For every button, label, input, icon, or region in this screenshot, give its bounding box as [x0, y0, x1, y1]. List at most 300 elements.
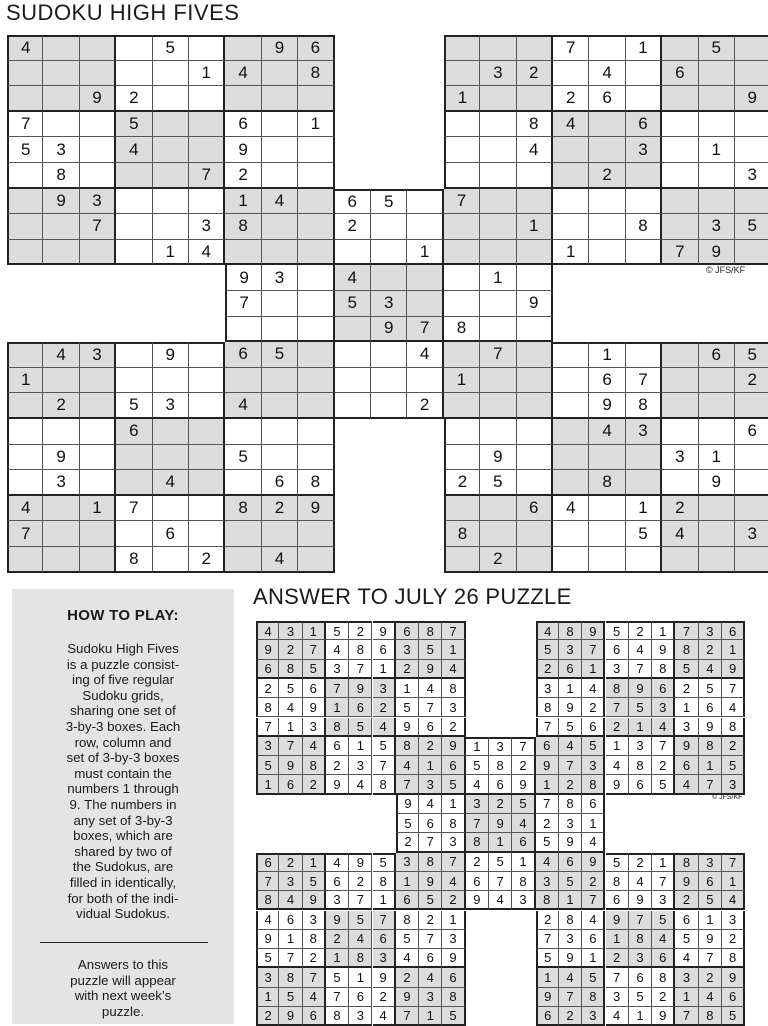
cell: 2 — [559, 775, 582, 794]
cell: 9 — [43, 445, 79, 471]
cell: 7 — [396, 1007, 419, 1026]
cell — [371, 368, 407, 394]
cell: 7 — [407, 317, 443, 343]
cell — [662, 419, 698, 445]
cell: 6 — [442, 756, 465, 775]
cell: 5 — [536, 640, 559, 659]
cell — [480, 86, 516, 112]
cell: 8 — [256, 698, 279, 717]
cell — [444, 496, 480, 522]
cell: 6 — [589, 368, 625, 394]
cell: 8 — [722, 718, 745, 737]
cell — [153, 496, 189, 522]
cell: 3 — [303, 911, 326, 930]
cell — [335, 368, 371, 394]
cell: 7 — [349, 891, 372, 910]
cell: 3 — [699, 853, 722, 872]
cell: 5 — [373, 737, 396, 756]
cell — [189, 521, 225, 547]
cell: 2 — [489, 795, 512, 814]
cell: 4 — [536, 853, 559, 872]
answer-grid — [256, 621, 745, 1026]
cell: 1 — [606, 737, 629, 756]
cell: 2 — [582, 698, 605, 717]
cell — [517, 445, 553, 471]
cell — [480, 521, 516, 547]
cell — [298, 342, 334, 368]
cell — [189, 35, 225, 61]
cell — [7, 86, 43, 112]
cell: 5 — [582, 737, 605, 756]
cell: 3 — [652, 698, 675, 717]
cell: 7 — [373, 911, 396, 930]
cell — [298, 419, 334, 445]
cell: 9 — [652, 1007, 675, 1026]
cell — [735, 240, 768, 266]
cell — [43, 496, 79, 522]
cell: 3 — [189, 214, 225, 240]
cell — [699, 547, 735, 573]
cell — [589, 137, 625, 163]
cell: 1 — [699, 137, 735, 163]
cell — [480, 112, 516, 138]
cell: 7 — [442, 621, 465, 640]
cell — [7, 470, 43, 496]
cell — [43, 547, 79, 573]
cell: 3 — [735, 163, 768, 189]
cell — [116, 445, 152, 471]
cell: 7 — [629, 911, 652, 930]
cell — [699, 496, 735, 522]
cell — [517, 163, 553, 189]
cell: 5 — [419, 640, 442, 659]
cell — [517, 393, 553, 419]
cell: 5 — [326, 621, 349, 640]
cell — [480, 393, 516, 419]
cell — [699, 86, 735, 112]
cell: 6 — [256, 660, 279, 679]
cell: 3 — [349, 756, 372, 775]
cell — [43, 86, 79, 112]
cell — [480, 189, 516, 215]
cell: 7 — [606, 698, 629, 717]
cell: 8 — [442, 814, 465, 833]
cell: 3 — [442, 698, 465, 717]
cell — [335, 317, 371, 343]
cell: 5 — [626, 521, 662, 547]
cell — [189, 470, 225, 496]
cell — [43, 61, 79, 87]
cell: 7 — [582, 640, 605, 659]
cell: 2 — [326, 930, 349, 949]
cell — [589, 496, 625, 522]
cell: 8 — [517, 112, 553, 138]
cell: 7 — [559, 756, 582, 775]
cell — [298, 521, 334, 547]
cell: 7 — [652, 737, 675, 756]
cell: 1 — [626, 496, 662, 522]
cell — [444, 342, 480, 368]
cell — [407, 189, 443, 215]
cell: 6 — [489, 775, 512, 794]
cell — [7, 547, 43, 573]
cell — [444, 61, 480, 87]
cell: 3 — [606, 660, 629, 679]
how-to-play-title: HOW TO PLAY: — [67, 607, 179, 624]
cell: 9 — [675, 737, 698, 756]
cell — [225, 240, 261, 266]
cell — [371, 265, 407, 291]
cell: 3 — [559, 814, 582, 833]
cell: 1 — [480, 265, 516, 291]
cell: 7 — [419, 698, 442, 717]
cell: 2 — [442, 891, 465, 910]
cell: 8 — [589, 470, 625, 496]
cell: 3 — [536, 679, 559, 698]
cell: 5 — [536, 949, 559, 968]
cell: 1 — [407, 240, 443, 266]
cell: 4 — [189, 240, 225, 266]
cell: 4 — [279, 891, 302, 910]
cell: 9 — [466, 891, 489, 910]
cell — [589, 214, 625, 240]
cell: 2 — [629, 853, 652, 872]
cell: 1 — [517, 214, 553, 240]
cell: 1 — [7, 368, 43, 394]
cell: 3 — [419, 988, 442, 1007]
cell: 7 — [116, 496, 152, 522]
cell — [626, 86, 662, 112]
cell: 8 — [349, 949, 372, 968]
cell — [371, 240, 407, 266]
cell: 9 — [559, 949, 582, 968]
cell: 3 — [396, 640, 419, 659]
cell: 4 — [652, 718, 675, 737]
cell — [589, 112, 625, 138]
cell — [553, 368, 589, 394]
cell: 4 — [225, 393, 261, 419]
cell: 5 — [116, 393, 152, 419]
cell: 3 — [662, 445, 698, 471]
cell: 9 — [43, 189, 79, 215]
cell: 4 — [722, 698, 745, 717]
cell: 4 — [582, 679, 605, 698]
cell — [80, 521, 116, 547]
cell: 9 — [699, 718, 722, 737]
cell: 2 — [335, 214, 371, 240]
cell — [444, 547, 480, 573]
cell: 2 — [589, 163, 625, 189]
cell — [80, 112, 116, 138]
cell — [225, 317, 261, 343]
cell: 9 — [442, 737, 465, 756]
cell: 4 — [512, 814, 535, 833]
cell — [553, 214, 589, 240]
cell — [225, 35, 261, 61]
cell: 7 — [629, 660, 652, 679]
cell: 5 — [675, 660, 698, 679]
cell: 2 — [735, 368, 768, 394]
cell — [116, 240, 152, 266]
cell: 5 — [396, 814, 419, 833]
cell: 1 — [256, 775, 279, 794]
cell — [189, 393, 225, 419]
cell — [262, 317, 298, 343]
cell: 3 — [480, 61, 516, 87]
cell: 1 — [489, 833, 512, 852]
cell: 6 — [536, 737, 559, 756]
cell: 3 — [626, 419, 662, 445]
cell: 7 — [419, 930, 442, 949]
cell: 6 — [606, 891, 629, 910]
cell: 7 — [256, 718, 279, 737]
cell: 8 — [675, 640, 698, 659]
cell — [262, 163, 298, 189]
cell — [699, 112, 735, 138]
cell: 1 — [553, 240, 589, 266]
cell: 4 — [629, 872, 652, 891]
cell: 6 — [335, 189, 371, 215]
cell: 1 — [722, 640, 745, 659]
cell: 9 — [419, 660, 442, 679]
cell: 8 — [626, 214, 662, 240]
cell: 1 — [699, 756, 722, 775]
cell: 3 — [80, 342, 116, 368]
cell: 2 — [652, 756, 675, 775]
cell — [7, 240, 43, 266]
cell — [662, 35, 698, 61]
cell: 3 — [256, 737, 279, 756]
cell — [517, 35, 553, 61]
cell: 3 — [675, 718, 698, 737]
cell: 6 — [626, 112, 662, 138]
cell — [517, 265, 553, 291]
cell: 1 — [582, 660, 605, 679]
cell — [189, 445, 225, 471]
cell: 3 — [371, 291, 407, 317]
cell: 5 — [722, 1007, 745, 1026]
cell: 8 — [699, 737, 722, 756]
cell: 4 — [396, 756, 419, 775]
cell: 2 — [303, 949, 326, 968]
cell: 9 — [419, 872, 442, 891]
cell — [444, 445, 480, 471]
cell: 5 — [606, 853, 629, 872]
cell: 9 — [371, 317, 407, 343]
cell — [153, 445, 189, 471]
cell: 6 — [662, 61, 698, 87]
cell: 5 — [536, 833, 559, 852]
cell: 1 — [466, 737, 489, 756]
cell: 1 — [722, 872, 745, 891]
cell: 7 — [675, 621, 698, 640]
cell: 4 — [153, 470, 189, 496]
cell: 1 — [629, 718, 652, 737]
cell — [116, 163, 152, 189]
cell: 4 — [419, 968, 442, 987]
cell: 1 — [153, 240, 189, 266]
cell: 5 — [373, 853, 396, 872]
cell: 9 — [606, 911, 629, 930]
cell — [444, 163, 480, 189]
cell: 7 — [419, 833, 442, 852]
cell: 6 — [279, 775, 302, 794]
cell: 3 — [629, 737, 652, 756]
cell: 6 — [442, 968, 465, 987]
cell: 3 — [559, 640, 582, 659]
cell — [262, 291, 298, 317]
cell: 1 — [80, 496, 116, 522]
cell: 3 — [373, 679, 396, 698]
cell: 4 — [303, 737, 326, 756]
cell: 5 — [349, 718, 372, 737]
cell: 7 — [349, 660, 372, 679]
cell: 6 — [582, 718, 605, 737]
cell — [153, 214, 189, 240]
cell — [43, 419, 79, 445]
cell: 9 — [582, 621, 605, 640]
cell: 8 — [629, 756, 652, 775]
cell: 2 — [189, 547, 225, 573]
cell: 1 — [279, 718, 302, 737]
cell — [7, 419, 43, 445]
cell: 5 — [256, 756, 279, 775]
cell — [553, 61, 589, 87]
cell: 2 — [396, 833, 419, 852]
cell: 8 — [536, 698, 559, 717]
cell: 4 — [652, 930, 675, 949]
cell — [517, 521, 553, 547]
cell: 1 — [536, 775, 559, 794]
cell: 4 — [262, 189, 298, 215]
cell — [407, 368, 443, 394]
cell — [735, 35, 768, 61]
cell — [189, 419, 225, 445]
cell: 1 — [419, 756, 442, 775]
cell: 9 — [722, 660, 745, 679]
cell: 7 — [662, 240, 698, 266]
cell: 6 — [735, 419, 768, 445]
cell — [189, 86, 225, 112]
cell — [298, 547, 334, 573]
cell: 8 — [512, 872, 535, 891]
cell: 6 — [559, 660, 582, 679]
cell — [80, 393, 116, 419]
cell — [80, 240, 116, 266]
cell: 5 — [582, 968, 605, 987]
cell — [7, 445, 43, 471]
cell — [662, 86, 698, 112]
cell — [517, 317, 553, 343]
cell: 8 — [626, 393, 662, 419]
cell: 8 — [559, 795, 582, 814]
cell: 2 — [396, 660, 419, 679]
cell: 6 — [349, 698, 372, 717]
cell: 8 — [629, 930, 652, 949]
cell: 3 — [279, 621, 302, 640]
cell — [298, 240, 334, 266]
cell: 7 — [559, 988, 582, 1007]
cell — [225, 86, 261, 112]
cell — [153, 368, 189, 394]
cell: 8 — [722, 949, 745, 968]
cell — [298, 317, 334, 343]
cell: 6 — [153, 521, 189, 547]
cell: 6 — [652, 679, 675, 698]
cell: 7 — [626, 368, 662, 394]
cell: 3 — [256, 968, 279, 987]
cell: 5 — [396, 698, 419, 717]
cell: 6 — [652, 949, 675, 968]
cell: 9 — [699, 930, 722, 949]
cell: 4 — [256, 911, 279, 930]
cell: 4 — [225, 61, 261, 87]
cell — [371, 214, 407, 240]
cell: 7 — [722, 853, 745, 872]
cell: 2 — [407, 393, 443, 419]
cell — [662, 163, 698, 189]
cell — [699, 419, 735, 445]
cell: 7 — [553, 35, 589, 61]
cell: 9 — [559, 833, 582, 852]
cell: 5 — [419, 891, 442, 910]
cell — [735, 393, 768, 419]
cell: 8 — [279, 968, 302, 987]
cell: 5 — [699, 35, 735, 61]
cell: 6 — [349, 988, 372, 1007]
cell — [225, 368, 261, 394]
cell — [153, 86, 189, 112]
cell: 2 — [722, 930, 745, 949]
cell: 1 — [589, 342, 625, 368]
cell: 5 — [606, 621, 629, 640]
cell — [589, 547, 625, 573]
cell: 6 — [256, 853, 279, 872]
cell: 4 — [262, 547, 298, 573]
cell — [444, 35, 480, 61]
cell: 1 — [303, 621, 326, 640]
cell — [225, 547, 261, 573]
cell: 8 — [559, 911, 582, 930]
answer-copyright: © JFS/KF — [712, 794, 743, 801]
cell: 1 — [699, 911, 722, 930]
cell: 8 — [536, 891, 559, 910]
cell — [444, 393, 480, 419]
cell: 2 — [480, 547, 516, 573]
cell: 4 — [699, 660, 722, 679]
cell: 8 — [675, 853, 698, 872]
cell: 2 — [349, 872, 372, 891]
cell — [7, 163, 43, 189]
cell — [116, 368, 152, 394]
cell — [480, 35, 516, 61]
cell: 5 — [652, 911, 675, 930]
cell: 5 — [279, 679, 302, 698]
cell: 5 — [371, 189, 407, 215]
cell — [589, 189, 625, 215]
cell — [116, 61, 152, 87]
cell: 5 — [699, 679, 722, 698]
cell: 5 — [629, 988, 652, 1007]
cell — [43, 35, 79, 61]
cell — [735, 189, 768, 215]
cell — [735, 470, 768, 496]
cell: 3 — [303, 718, 326, 737]
cell — [116, 470, 152, 496]
cell — [662, 137, 698, 163]
cell — [517, 419, 553, 445]
cell — [480, 137, 516, 163]
